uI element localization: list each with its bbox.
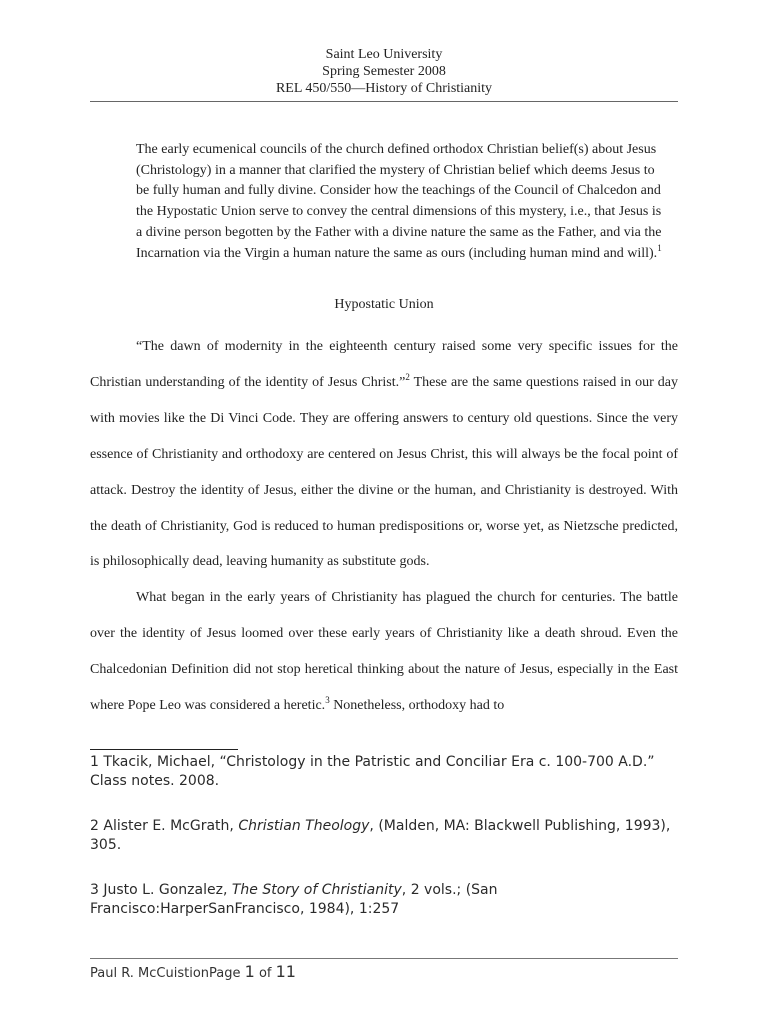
section-title: Hypostatic Union [334, 297, 434, 312]
footnote-2 [90, 817, 680, 855]
assignment-prompt [136, 140, 668, 264]
page-footer [90, 962, 296, 984]
footnote-3 [90, 881, 680, 919]
footnote-text-end: , 2 vols.; (San Francisco:HarperSanFrancisco, 1984), 1:257 [90, 882, 498, 917]
footnote-ref-2: 2 [405, 371, 410, 382]
footnote-text: Tkacik, Michael, “Christology in the Patristic and Conciliar Era c. 100-700 A.D.” Class notes. 2008. [90, 754, 655, 789]
header-course: REL 450/550—History of Christianity [275, 81, 493, 96]
paragraph-1-text-a: “The dawn of modernity in the eighteenth century raised some very specific issues for the Christian understanding of the identity of Jesus Christ.” [90, 339, 678, 390]
footnote-text-end: , (Malden, MA: Blackwell Publishing, 1993), 305. [90, 818, 671, 853]
footnote-ref-1: 1 [657, 242, 662, 253]
paragraph-2-text-b: Nonetheless, orthodoxy had to [329, 698, 505, 714]
prompt-text: The early ecumenical councils of the church defined orthodox Christian belief(s) about Jesus (Christology) in a manner that clarified the mystery of Christian belief which deems Jesus to be fully human and fully divine. Consider how the teachings of the Council of Chalcedon and the Hypostatic Union serve to convey the central dimensions of this mystery, i.e., that Jesus is a divine person begotten by the Father with a divine nature the same as the Father, and via the Incarnation via the Virgin a human nature the same as ours (including human mind and will). [136, 142, 662, 261]
footer-divider [90, 958, 678, 959]
header-semester: Spring Semester 2008 [322, 64, 446, 79]
footnote-1 [90, 753, 680, 791]
footnotes [90, 753, 680, 945]
page-header [90, 46, 678, 97]
footer-page-number: 1 [244, 962, 255, 981]
paragraph-2-text-a: What began in the early years of Christianity has plagued the church for centuries. The battle over the identity of Jesus loomed over these early years of Christianity like a death shroud. Even the Chalcedonian Definition did not stop heretical thinking about the nature of Jesus, especially in the East where Pope Leo was considered a heretic. [90, 590, 678, 714]
footer-page-label: Page [209, 966, 245, 981]
paragraph-1-text-b: These are the same questions raised in our day with movies like the Di Vinci Code. They are offering answers to century old questions. Since the very essence of Christianity and orthodoxy are centered on Jesus Christ, this will always be the focal point of attack. Destroy the identity of Jesus, either the divine or the human, and Christianity is destroyed. With the death of Christianity, God is reduced to human predispositions or, worse yet, as Nietzsche predicted, is philosophically dead, leaving humanity as substitute gods. [90, 374, 679, 570]
footnote-text: Justo L. Gonzalez, [98, 882, 232, 898]
footnote-number: 3 [90, 882, 99, 898]
essay-body [90, 329, 678, 724]
footnote-separator [90, 749, 238, 750]
footnote-ref-3: 3 [325, 695, 330, 706]
footnote-text: Alister E. McGrath, [98, 818, 239, 834]
footnote-number: 2 [90, 818, 99, 834]
paragraph-2 [90, 580, 678, 724]
footer-total-pages: 11 [275, 962, 296, 981]
header-divider [90, 101, 678, 102]
paragraph-1 [90, 329, 678, 580]
footnote-italic: The Story of Christianity [231, 882, 402, 898]
header-institution: Saint Leo University [325, 47, 443, 62]
footnote-italic: Christian Theology [238, 818, 370, 834]
footnote-number: 1 [90, 754, 99, 770]
footer-author: Paul R. McCuistion [90, 966, 210, 981]
footer-of-label: of [254, 966, 276, 981]
